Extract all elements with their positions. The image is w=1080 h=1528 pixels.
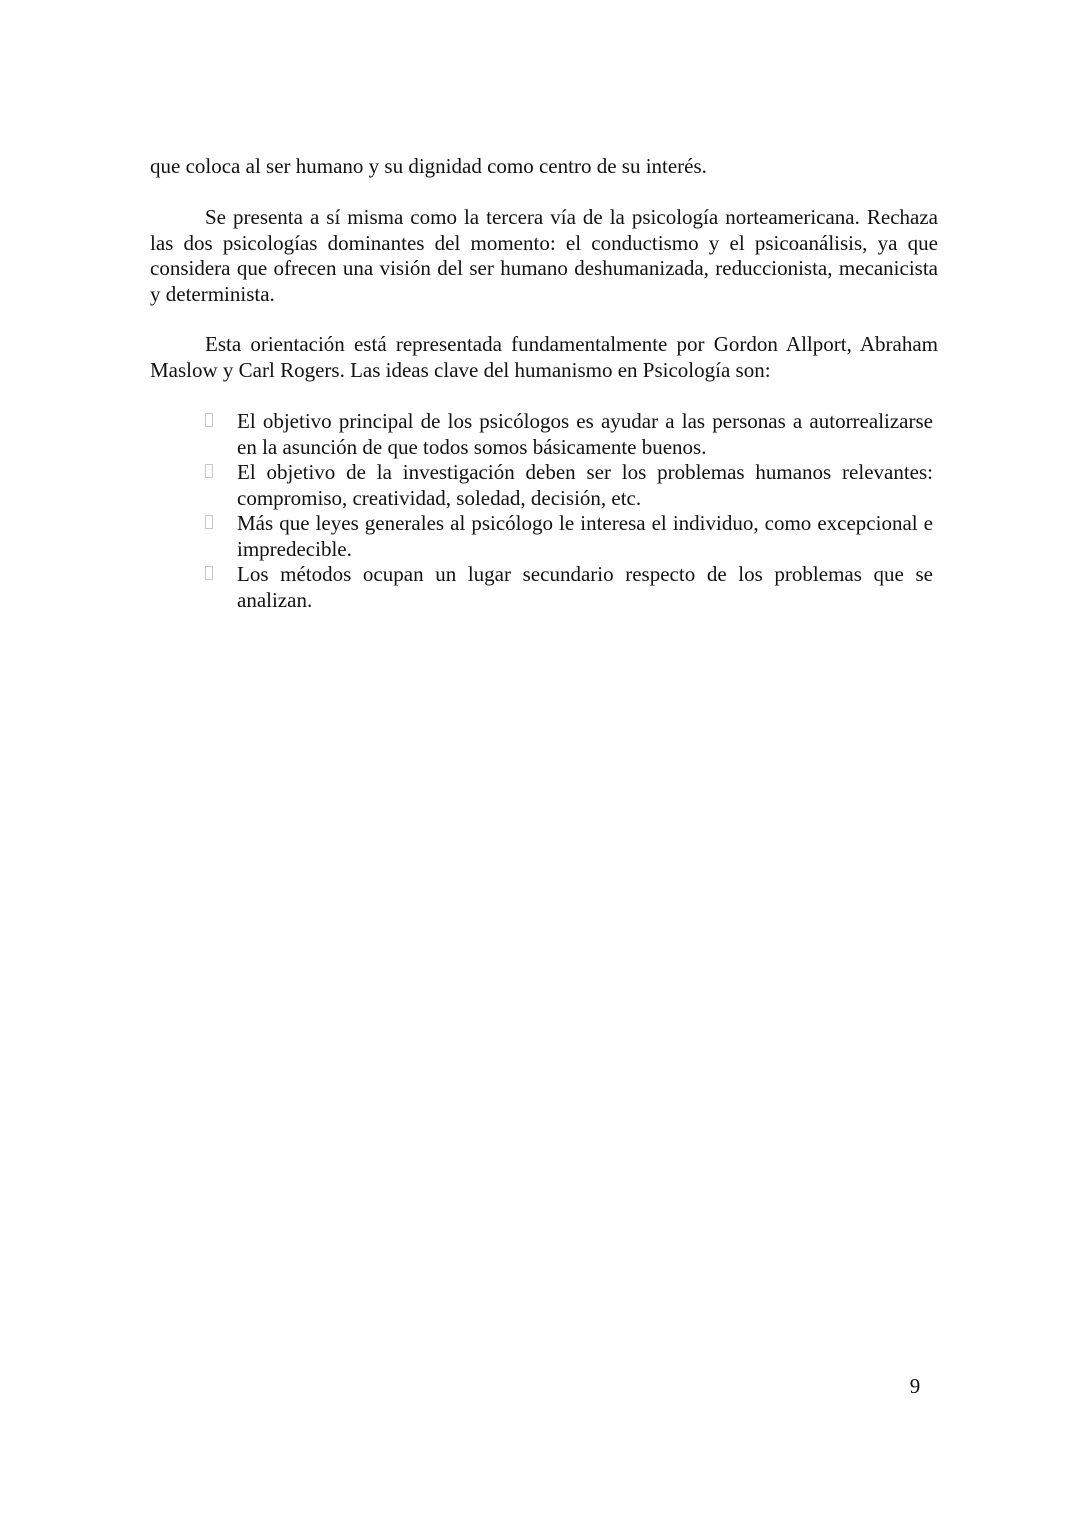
bullet-marker-icon <box>205 413 213 427</box>
paragraph-representatives: Esta orientación está representada fundamentalmente por Gordon Allport, Abraham Maslow y Carl Rogers. Las ideas clave del humanismo en Psicología son: <box>150 332 938 382</box>
list-item <box>205 511 933 562</box>
bullet-marker-icon <box>205 464 213 478</box>
list-item-text: Más que leyes generales al psicólogo le interesa el individuo, como excepcional e impredecible. <box>237 511 933 561</box>
list-item-text: Los métodos ocupan un lugar secundario respecto de los problemas que se analizan. <box>237 562 933 612</box>
bullet-marker-icon <box>205 566 213 580</box>
key-ideas-list <box>205 409 933 613</box>
list-item-text: El objetivo de la investigación deben ser los problemas humanos relevantes: compromiso, creatividad, soledad, decisión, etc. <box>237 460 933 510</box>
page-number: 9 <box>909 1374 921 1398</box>
bullet-marker-icon <box>205 515 213 529</box>
list-item <box>205 409 933 460</box>
list-item <box>205 562 933 613</box>
list-item <box>205 460 933 511</box>
paragraph-intro-continuation: que coloca al ser humano y su dignidad como centro de su interés. <box>150 154 707 178</box>
list-item-text: El objetivo principal de los psicólogos es ayudar a las personas a autorrealizarse en la asunción de que todos somos básicamente buenos. <box>237 409 933 459</box>
paragraph-third-way: Se presenta a sí misma como la tercera vía de la psicología norteamericana. Rechaza las dos psicologías dominantes del momento: el conductismo y el psicoanálisis, ya que considera que ofrecen una visión del ser humano deshumanizada, reduccionista, mecanicista y determinista. <box>150 205 938 306</box>
